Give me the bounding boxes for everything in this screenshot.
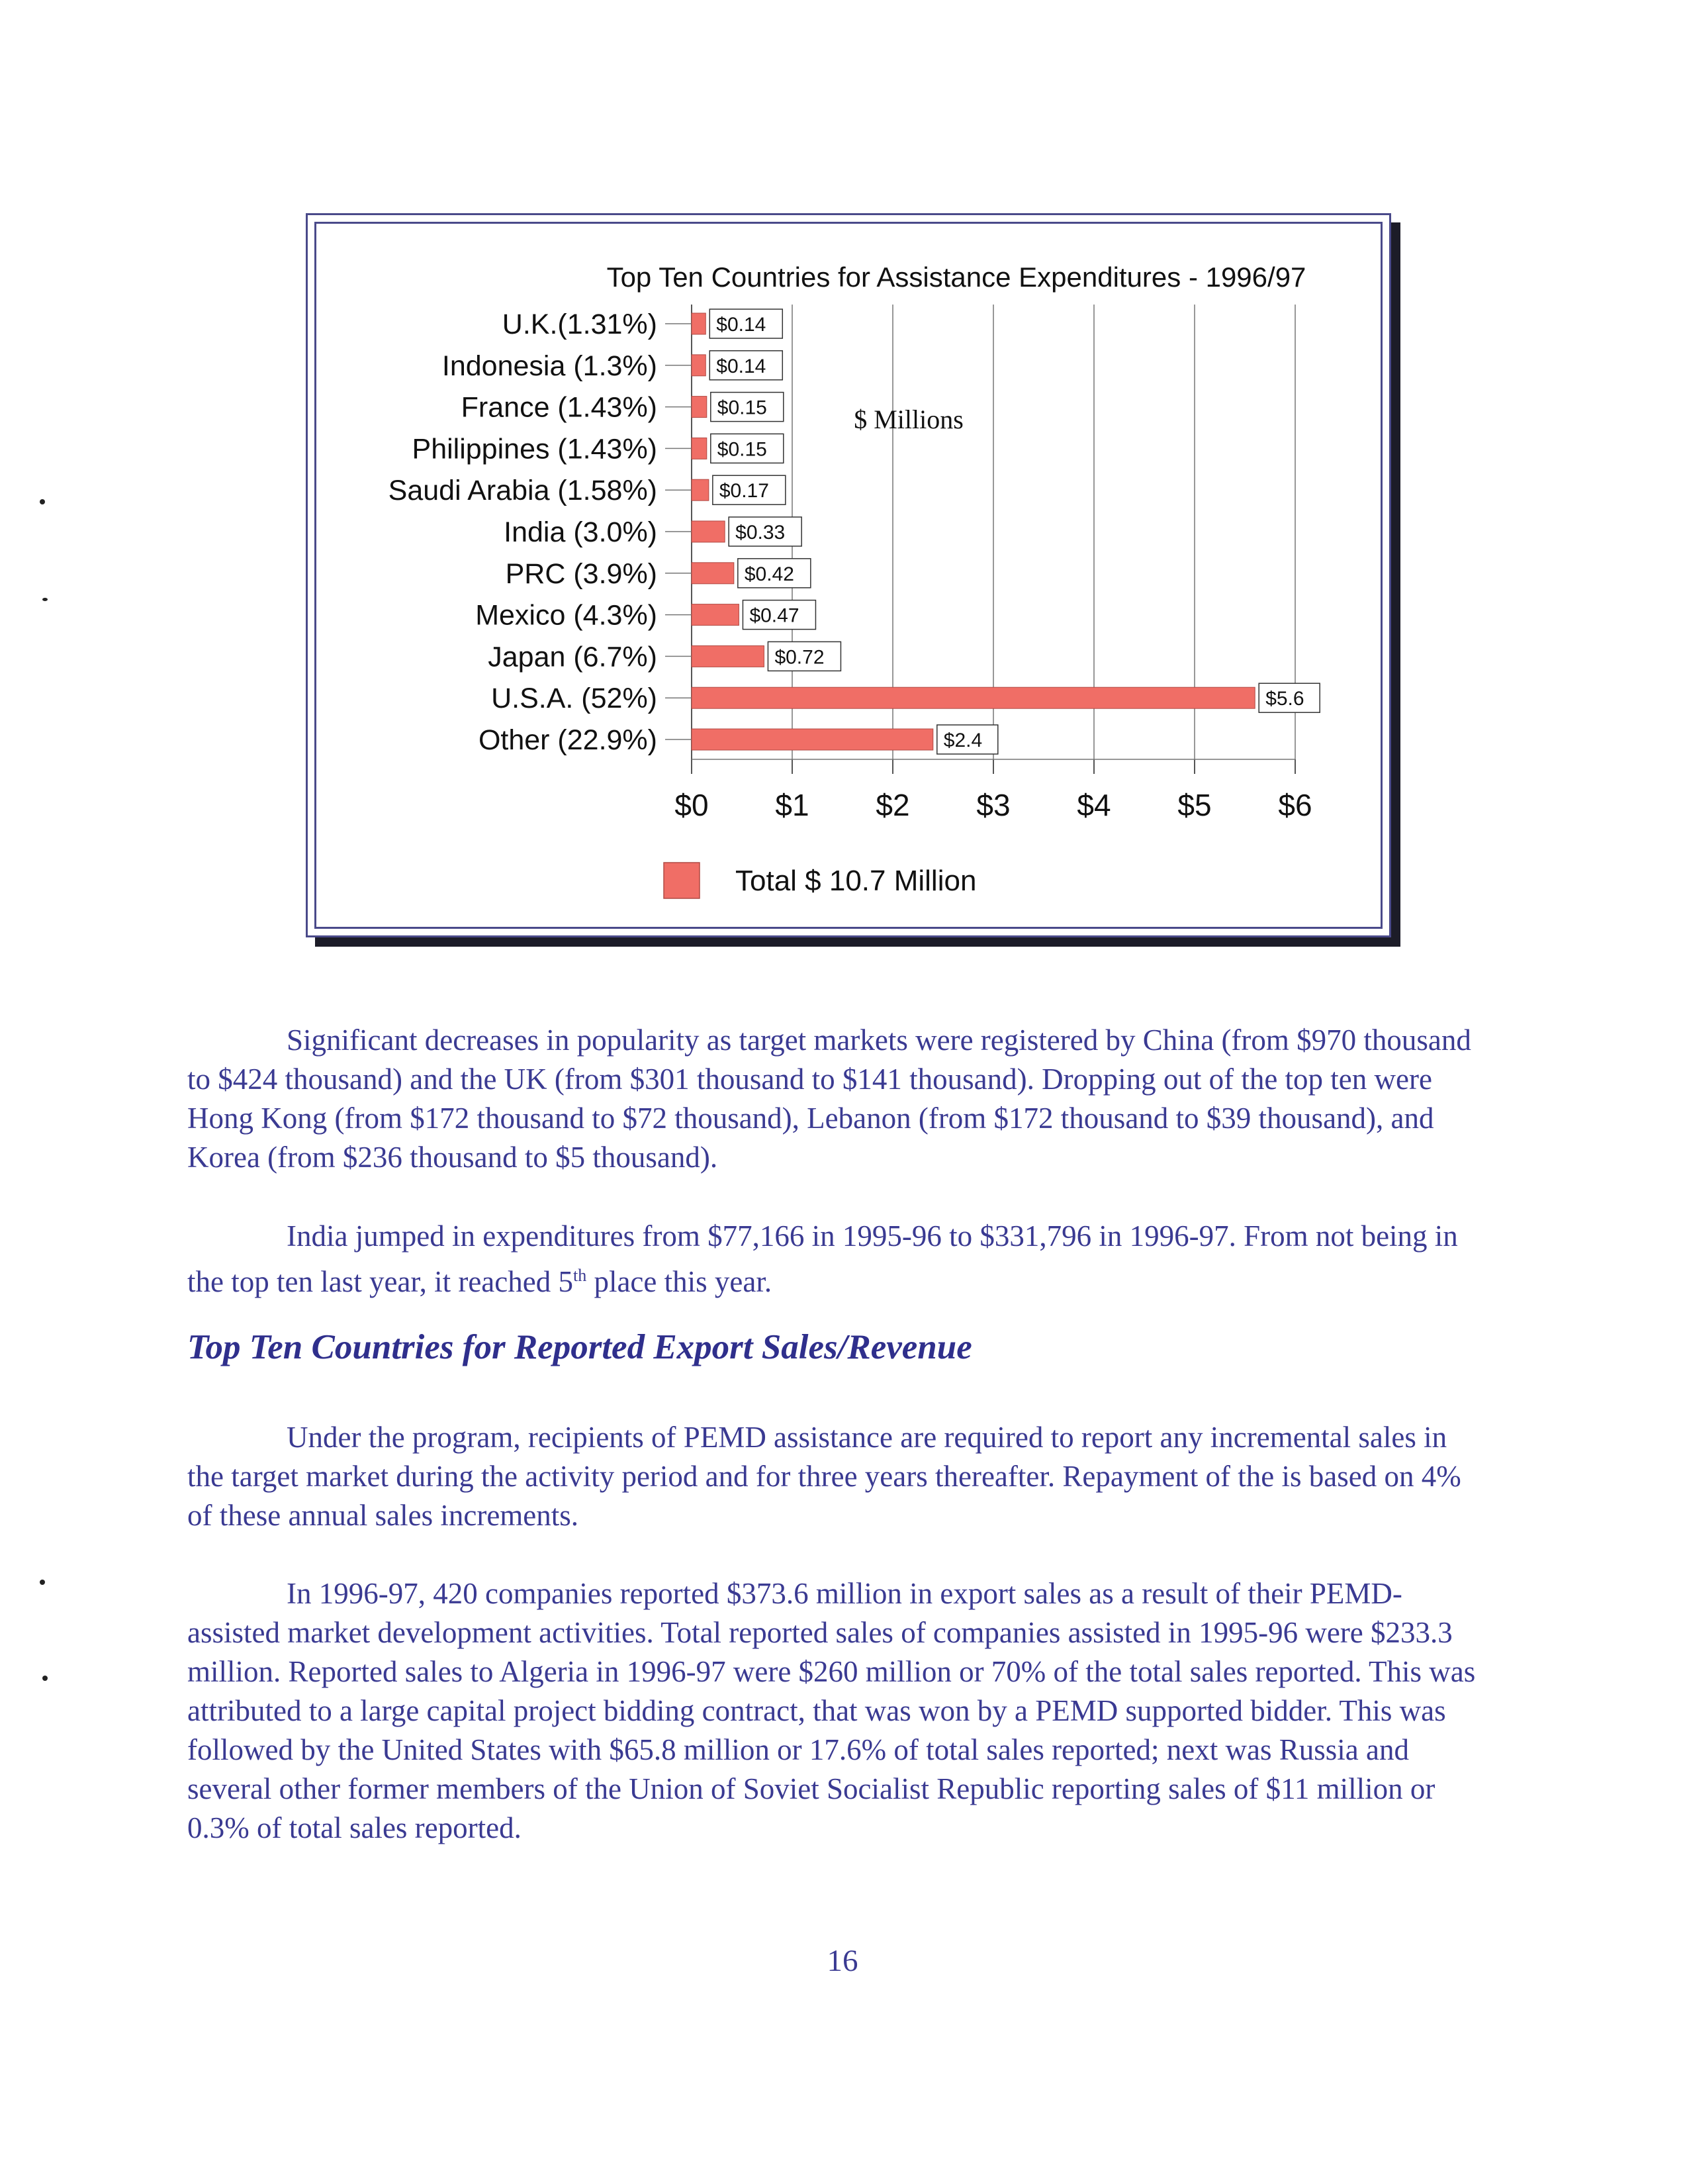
paragraph-sales-text: In 1996-97, 420 companies reported $373.6 million in export sales as a result of their PEMD-assisted market development activities. Total reported sales of companies assisted in 1995-96 were $233.3 million. Reported sales to Algeria in 1996-97 were $260 million or 70% of the total sales reported. This was attributed to a large capital project bidding contract, that was won by a PEMD supported bidder. This was followed by the United States with $65.8 million or 17.6% of total sales reported; next was Russia and several other former members of the Union of Soviet Socialist Republic reporting sales of $11 million or 0.3% of total sales reported. — [187, 1577, 1476, 1844]
data-label: $0.47 — [749, 604, 799, 627]
paragraph-decreases-text: Significant decreases in popularity as target markets were registered by China (from $970 thousand to $424 thousand) and the UK (from $301 thousand to $141 thousand). Dropping out of the top ten were Hong Kong (from $172 thousand to $72 thousand), Lebanon (from $172 thousand to $39 thousand), and Korea (from $236 thousand to $5 thousand). — [187, 1023, 1471, 1174]
bar — [692, 438, 707, 459]
bar — [692, 521, 725, 542]
category-label: Japan (6.7%) — [488, 641, 657, 673]
legend-label: Total $ 10.7 Million — [735, 865, 977, 897]
x-tick-label: $1 — [775, 788, 809, 822]
category-label: India (3.0%) — [504, 516, 657, 548]
bar — [692, 397, 707, 418]
category-label: France (1.43%) — [461, 391, 657, 424]
bar — [692, 604, 739, 626]
ordinal-suffix: th — [572, 1266, 587, 1285]
data-label: $0.15 — [717, 397, 767, 419]
data-label: $0.15 — [717, 438, 767, 461]
data-label: $0.33 — [735, 522, 786, 544]
units-annotation: $ Millions — [854, 404, 964, 434]
x-tick-label: $0 — [674, 788, 709, 822]
section-heading: Top Ten Countries for Reported Export Sales/Revenue — [187, 1328, 972, 1366]
paragraph-decreases — [187, 1021, 1484, 1177]
category-label: Other (22.9%) — [478, 724, 657, 756]
bar-chart — [308, 215, 1393, 939]
category-label: PRC (3.9%) — [505, 557, 657, 590]
category-label: Indonesia (1.3%) — [441, 350, 657, 382]
bar — [692, 645, 764, 667]
x-tick-label: $2 — [876, 788, 910, 822]
bar — [692, 479, 709, 500]
category-label: Saudi Arabia (1.58%) — [388, 475, 657, 507]
category-label: U.K.(1.31%) — [502, 309, 657, 340]
chart-title: Top Ten Countries for Assistance Expenditures - 1996/97 — [606, 261, 1306, 293]
x-tick-label: $5 — [1177, 788, 1212, 822]
category-label: U.S.A. (52%) — [491, 683, 657, 715]
paragraph-program-text: Under the program, recipients of PEMD assistance are required to report any incremental sales in the target market during the activity period and for three years thereafter. Repayment of the is based on 4% of these annual sales increments. — [187, 1421, 1461, 1532]
data-label: $5.6 — [1265, 688, 1304, 710]
data-label: $0.42 — [744, 563, 794, 585]
bar — [692, 563, 734, 584]
bar — [692, 687, 1255, 708]
bar — [692, 355, 706, 376]
scan-speck — [40, 499, 45, 504]
data-label: $2.4 — [943, 730, 983, 751]
x-tick-label: $3 — [976, 788, 1011, 822]
scan-speck — [42, 598, 48, 601]
category-label: Mexico (4.3%) — [475, 599, 657, 632]
x-tick-label: $6 — [1278, 788, 1312, 822]
category-label: Philippines (1.43%) — [412, 433, 657, 465]
paragraph-india — [187, 1217, 1484, 1302]
bar — [692, 313, 706, 334]
bar — [692, 729, 933, 750]
data-label: $0.14 — [716, 355, 766, 377]
x-tick-label: $4 — [1077, 788, 1111, 822]
data-label: $0.72 — [774, 646, 825, 669]
chart-frame — [306, 213, 1391, 937]
legend-swatch — [664, 863, 700, 898]
paragraph-program — [187, 1418, 1484, 1535]
paragraph-india-text: India jumped in expenditures from $77,166 in 1995-96 to $331,796 in 1996-97. From not being in the top ten last year, it reached 5 — [187, 1219, 1458, 1298]
scan-speck — [42, 1676, 48, 1681]
scan-speck — [40, 1580, 45, 1585]
page-number: 16 — [827, 1944, 858, 1978]
paragraph-india-text-end: place this year. — [586, 1265, 772, 1298]
data-label: $0.14 — [716, 314, 766, 336]
paragraph-sales — [187, 1574, 1484, 1848]
data-label: $0.17 — [719, 480, 769, 502]
